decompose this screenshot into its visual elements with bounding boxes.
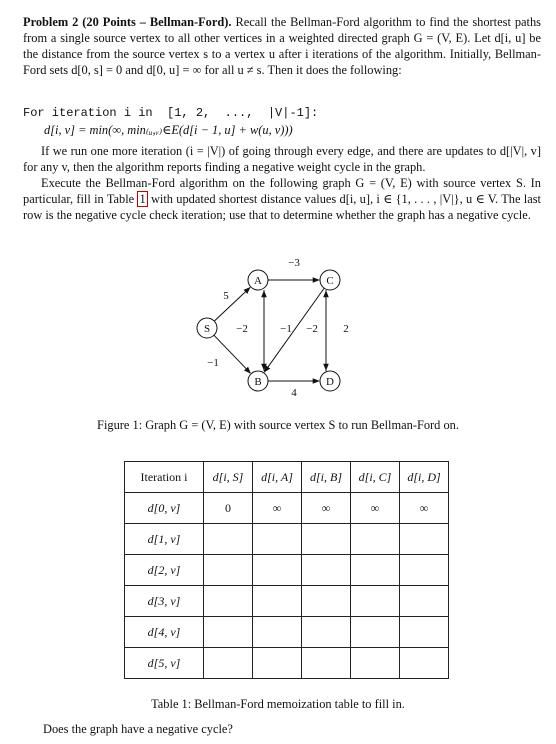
row-label: d[4, v] [125,617,204,648]
table-cell[interactable] [302,586,351,617]
problem-intro: Recall the Bellman-Ford algorithm to find the shortest paths from a single source vertex to all other vertices in a weighted directed graph G = (V, E). Let d[i, u] be the distance from the source vertex s to a vertex u after i iterations of the algorithm. Initially, Bellman-Ford sets d[0, s] = 0 and d[0, u] = ∞ for all u ≠ s. Then it does the following: [23,15,541,77]
node-label: B [254,376,262,388]
edge-weight-label: 4 [291,387,297,399]
table-cell[interactable] [302,648,351,679]
execute-text-b: with updated shortest distance values d[i, u], i ∈ {1, . . . , |V|}, u ∈ V. The last row is the negative cycle check iteration; use that to determine whether the graph has a negative cycle. [23,192,541,222]
row-label: d[1, v] [125,524,204,555]
execute-paragraph [23,175,541,223]
row-label: d[3, v] [125,586,204,617]
table-cell[interactable] [302,617,351,648]
table-cell[interactable] [302,555,351,586]
edge-weight-label: 2 [343,323,349,335]
header-s: d[i, S] [204,462,253,493]
table-row [125,555,449,586]
row-label: d[5, v] [125,648,204,679]
table-cell[interactable] [400,617,449,648]
table-cell[interactable] [351,617,400,648]
header-c: d[i, C] [351,462,400,493]
node-label: S [203,323,211,335]
row-label: d[0, v] [125,493,204,524]
table-cell[interactable] [253,617,302,648]
negative-cycle-paragraph: If we run one more iteration (i = |V|) of going through every edge, and there are updates to d[|V|, v] for any v, then the algorithm reports finding a negative weight cycle in the graph. [23,144,541,174]
table-row [125,493,449,524]
negative-cycle-question: Does the graph have a negative cycle? [43,722,233,736]
node-label: D [326,376,334,388]
table-row [125,648,449,679]
table-cell[interactable] [253,648,302,679]
table-cell[interactable] [302,524,351,555]
problem-statement [23,14,541,78]
edge-s-b [214,335,250,373]
table-cell: ∞ [351,493,400,524]
table-cell[interactable] [351,586,400,617]
table-cell[interactable] [253,586,302,617]
table-reference-link[interactable]: 1 [139,192,146,206]
table-cell[interactable] [204,648,253,679]
header-a: d[i, A] [253,462,302,493]
edge-s-a [214,288,250,322]
table-cell[interactable] [351,555,400,586]
edge-weight-label: −3 [288,257,300,269]
table-row [125,524,449,555]
figure-caption: Figure 1: Graph G = (V, E) with source vertex S to run Bellman-Ford on. [97,418,459,432]
table-cell[interactable] [400,524,449,555]
table-cell[interactable] [400,555,449,586]
table-cell[interactable] [400,648,449,679]
node-label: C [326,275,334,287]
code-update-line: d[i, v] = min(∞, min₍ᵤ,ᵥ₎∈E(d[i − 1, u] + w(u, v))) [44,123,293,137]
table-cell[interactable] [204,524,253,555]
edge-weight-label: −1 [207,357,219,369]
table-header-row [125,462,449,493]
graph-figure [0,250,556,420]
problem-heading: Problem 2 (20 Points – Bellman-Ford). [23,15,232,29]
table-cell: ∞ [253,493,302,524]
row-label: d[2, v] [125,555,204,586]
header-iteration: Iteration i [125,462,204,493]
execute-text-a: Execute the Bellman-Ford algorithm on the following graph G = (V, E) with source vertex S. In particular, fill in Table [23,176,541,206]
header-d: d[i, D] [400,462,449,493]
table-cell: ∞ [400,493,449,524]
code-loop-line: For iteration i in [1, 2, ..., |V|-1]: [23,106,319,120]
table-cell[interactable] [253,555,302,586]
edge-weight-label: −1 [280,323,292,335]
table-row [125,617,449,648]
edge-weight-label: −2 [236,323,248,335]
table-cell[interactable] [253,524,302,555]
header-b: d[i, B] [302,462,351,493]
node-label: A [254,275,262,287]
table-caption: Table 1: Bellman-Ford memoization table to fill in. [151,697,405,711]
table-cell[interactable] [204,617,253,648]
table-row [125,586,449,617]
edge-weight-label: 5 [223,290,229,302]
edge-weight-label: −2 [306,323,318,335]
table-cell[interactable] [351,524,400,555]
table-cell[interactable] [400,586,449,617]
table-cell[interactable] [204,586,253,617]
bellman-ford-table [124,461,449,679]
table-cell[interactable] [204,555,253,586]
table-cell[interactable] [351,648,400,679]
table-cell: ∞ [302,493,351,524]
table-cell: 0 [204,493,253,524]
